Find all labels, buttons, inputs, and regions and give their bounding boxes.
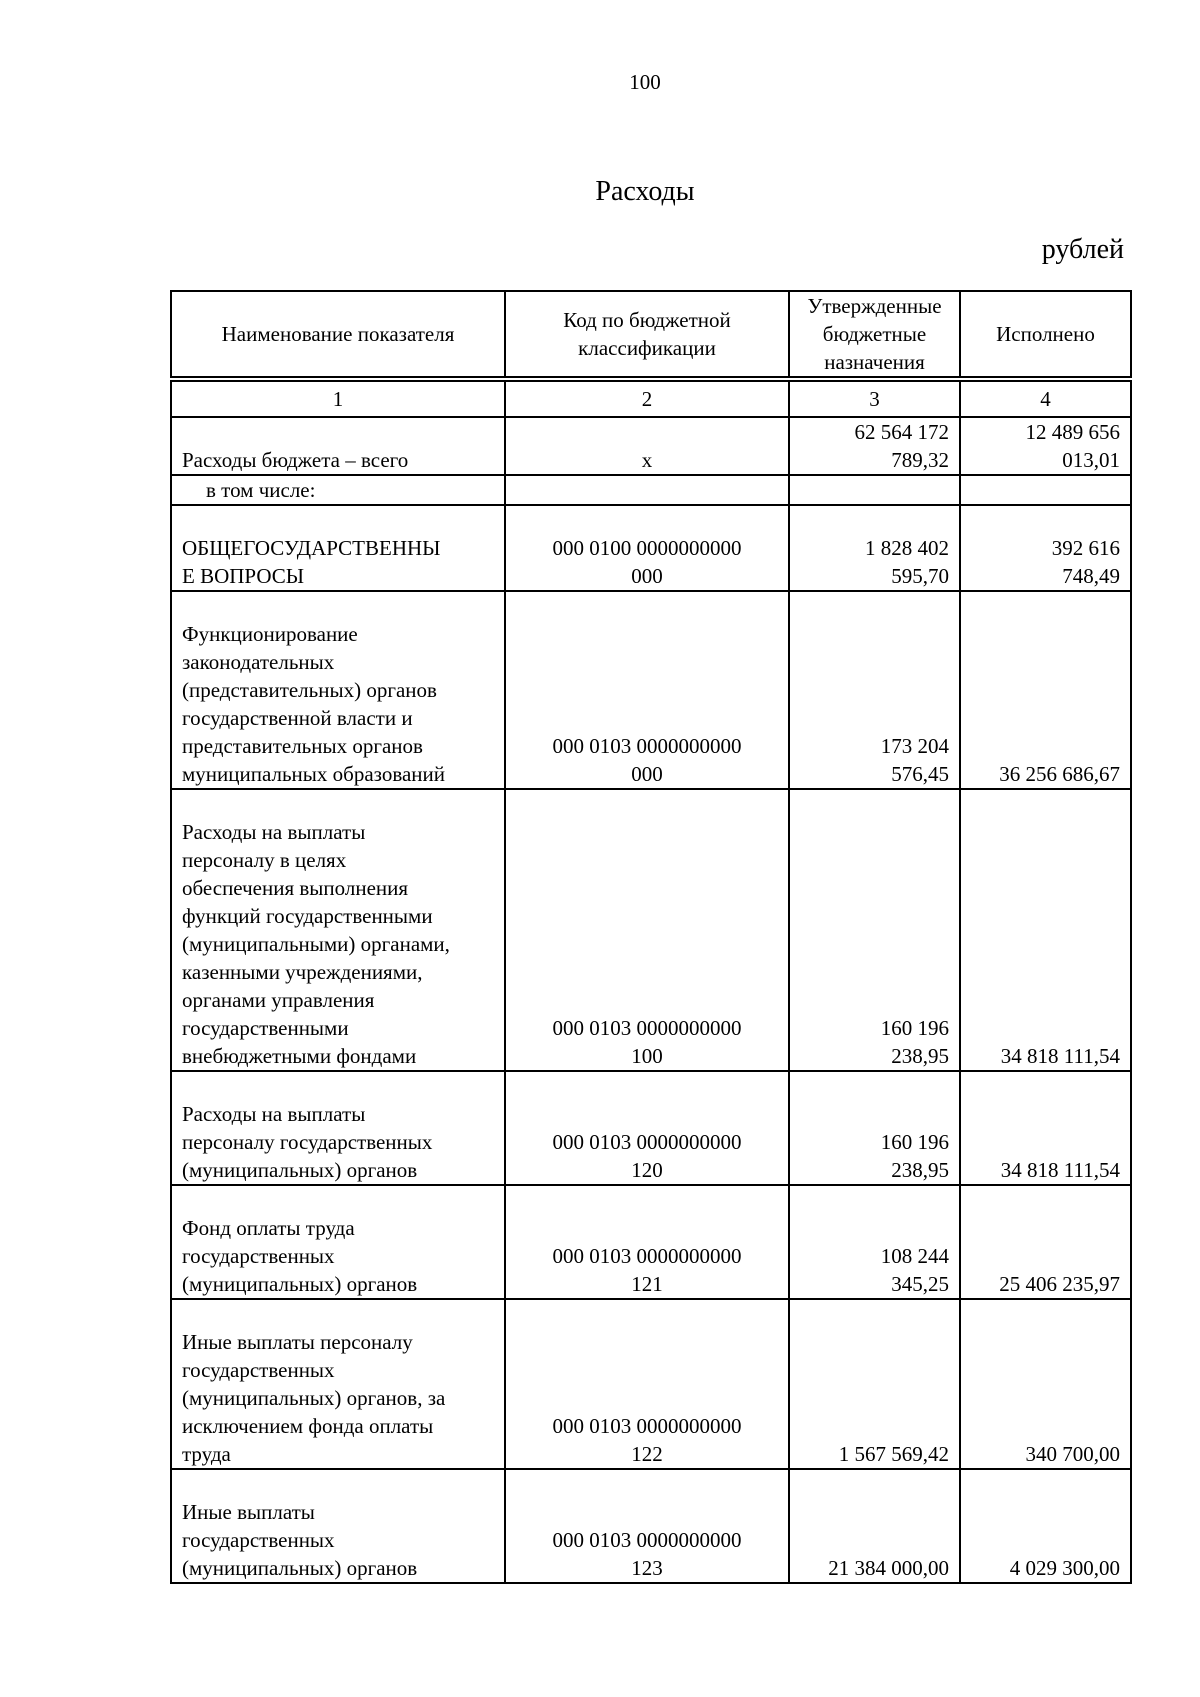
cell-line: труда — [182, 1442, 231, 1466]
table-row — [171, 591, 1131, 789]
cell-line — [971, 476, 1120, 504]
cell-line: 000 0103 0000000000 — [552, 1414, 742, 1438]
cell-approved — [789, 1185, 960, 1299]
cell-name — [171, 1469, 505, 1583]
cell-line: 34 818 111,54 — [1000, 1044, 1120, 1068]
cell-line: 4 029 300,00 — [1009, 1556, 1120, 1580]
units-label: рублей — [1041, 234, 1124, 265]
cell-line: 595,70 — [891, 564, 949, 588]
cell-name — [171, 1185, 505, 1299]
table-row — [171, 1071, 1131, 1185]
column-header-approved: Утвержденные бюджетные назначения — [789, 291, 960, 377]
cell-line: 345,25 — [891, 1272, 949, 1296]
cell-approved — [789, 505, 960, 591]
column-number: 1 — [171, 381, 505, 417]
cell-line: персоналу государственных — [182, 1130, 433, 1154]
cell-line: 21 384 000,00 — [828, 1556, 949, 1580]
cell-line: (муниципальных) органов — [182, 1158, 418, 1182]
cell-code — [505, 789, 789, 1071]
cell-line: 121 — [631, 1272, 663, 1296]
table-row — [171, 1185, 1131, 1299]
cell-line: казенными учреждениями, — [182, 960, 423, 984]
cell-line: (представительных) органов — [182, 678, 437, 702]
cell-name — [171, 505, 505, 591]
cell-line: 000 0103 0000000000 — [552, 734, 742, 758]
cell-line: (муниципальными) органами, — [182, 932, 450, 956]
cell-executed — [960, 1299, 1131, 1469]
cell-line: государственной власти и — [182, 706, 413, 730]
cell-line: 000 0103 0000000000 — [552, 1244, 742, 1268]
cell-name — [171, 1299, 505, 1469]
cell-line: Функционирование — [182, 622, 358, 646]
cell-line: 25 406 235,97 — [999, 1272, 1120, 1296]
cell-executed — [960, 1071, 1131, 1185]
expenses-table-header — [170, 290, 1132, 378]
cell-approved — [789, 591, 960, 789]
cell-line: Расходы на выплаты — [182, 820, 366, 844]
cell-line: 160 196 — [880, 1016, 949, 1040]
cell-line: внебюджетными фондами — [182, 1044, 417, 1068]
cell-executed — [960, 417, 1131, 475]
cell-name — [171, 789, 505, 1071]
cell-line: 000 — [631, 564, 663, 588]
table-row — [171, 789, 1131, 1071]
cell-executed — [960, 789, 1131, 1071]
cell-approved — [789, 475, 960, 505]
column-number: 2 — [505, 381, 789, 417]
column-header-executed: Исполнено — [960, 291, 1131, 377]
cell-line: Е ВОПРОСЫ — [182, 564, 305, 588]
cell-line: 000 — [631, 762, 663, 786]
cell-approved — [789, 417, 960, 475]
cell-line: 000 0100 0000000000 — [552, 536, 742, 560]
column-header-name: Наименование показателя — [171, 291, 505, 377]
cell-executed — [960, 475, 1131, 505]
cell-line: 122 — [631, 1442, 663, 1466]
cell-line: государственных — [182, 1244, 335, 1268]
cell-code — [505, 1469, 789, 1583]
cell-approved — [789, 1299, 960, 1469]
cell-line: Иные выплаты персоналу — [182, 1330, 413, 1354]
cell-line: 1 828 402 — [865, 536, 949, 560]
cell-name — [171, 1071, 505, 1185]
cell-line: 36 256 686,67 — [999, 762, 1120, 786]
cell-code — [505, 1071, 789, 1185]
cell-line: 576,45 — [891, 762, 949, 786]
cell-line: 238,95 — [891, 1044, 949, 1068]
table-row — [171, 505, 1131, 591]
cell-line: Расходы бюджета – всего — [182, 448, 409, 472]
column-number: 4 — [960, 381, 1131, 417]
cell-line: 748,49 — [1062, 564, 1120, 588]
cell-line: Фонд оплаты труда — [182, 1216, 355, 1240]
column-number-row — [171, 381, 1131, 417]
cell-code — [505, 475, 789, 505]
cell-line: функций государственными — [182, 904, 433, 928]
cell-name — [171, 417, 505, 475]
table-row — [171, 1469, 1131, 1583]
cell-line: (муниципальных) органов — [182, 1272, 418, 1296]
cell-approved — [789, 1469, 960, 1583]
cell-line: обеспечения выполнения — [182, 876, 409, 900]
cell-name — [171, 475, 505, 505]
cell-line: в том числе: — [206, 478, 316, 502]
cell-line: муниципальных образований — [182, 762, 445, 786]
cell-line: законодательных — [182, 650, 335, 674]
cell-executed — [960, 1185, 1131, 1299]
cell-line: 160 196 — [880, 1130, 949, 1154]
cell-line: 000 0103 0000000000 — [552, 1528, 742, 1552]
cell-line: ОБЩЕГОСУДАРСТВЕННЫ — [182, 536, 441, 560]
cell-line: 34 818 111,54 — [1000, 1158, 1120, 1182]
cell-line: 108 244 — [880, 1244, 949, 1268]
cell-line: (муниципальных) органов, за — [182, 1386, 446, 1410]
cell-line: 238,95 — [891, 1158, 949, 1182]
cell-executed — [960, 591, 1131, 789]
cell-line: представительных органов — [182, 734, 423, 758]
cell-line: 123 — [631, 1556, 663, 1580]
cell-code — [505, 417, 789, 475]
cell-line: государственных — [182, 1358, 335, 1382]
cell-line: органами управления — [182, 988, 375, 1012]
document-title: Расходы — [595, 176, 695, 207]
cell-approved — [789, 789, 960, 1071]
cell-line: 013,01 — [1062, 448, 1120, 472]
cell-code — [505, 505, 789, 591]
cell-line: 100 — [631, 1044, 663, 1068]
cell-line: государственных — [182, 1528, 335, 1552]
cell-line: Расходы на выплаты — [182, 1102, 366, 1126]
cell-line: 1 567 569,42 — [838, 1442, 949, 1466]
page-number: 100 — [629, 70, 661, 94]
cell-line: 120 — [631, 1158, 663, 1182]
cell-line: 340 700,00 — [1025, 1442, 1120, 1466]
table-row — [171, 417, 1131, 475]
cell-line — [516, 476, 778, 504]
cell-line: 000 0103 0000000000 — [552, 1130, 742, 1154]
cell-line: х — [641, 448, 653, 472]
cell-code — [505, 1299, 789, 1469]
cell-line: исключением фонда оплаты — [182, 1414, 434, 1438]
cell-line: 392 616 — [1051, 536, 1120, 560]
column-header-code: Код по бюджетной классификации — [505, 291, 789, 377]
cell-line — [800, 476, 949, 504]
cell-executed — [960, 505, 1131, 591]
table-row — [171, 475, 1131, 505]
table-row — [171, 1299, 1131, 1469]
cell-line: 789,32 — [891, 448, 949, 472]
cell-line: 173 204 — [880, 734, 949, 758]
column-number: 3 — [789, 381, 960, 417]
cell-line: 000 0103 0000000000 — [552, 1016, 742, 1040]
cell-name — [171, 591, 505, 789]
cell-line: 12 489 656 — [1025, 420, 1120, 444]
cell-line: государственными — [182, 1016, 349, 1040]
cell-line: 62 564 172 — [854, 420, 949, 444]
cell-code — [505, 591, 789, 789]
cell-line: Иные выплаты — [182, 1500, 315, 1524]
expenses-table-body — [171, 381, 1131, 1583]
cell-executed — [960, 1469, 1131, 1583]
cell-line: (муниципальных) органов — [182, 1556, 418, 1580]
expenses-table — [170, 380, 1132, 1584]
cell-approved — [789, 1071, 960, 1185]
cell-line: персоналу в целях — [182, 848, 347, 872]
cell-code — [505, 1185, 789, 1299]
